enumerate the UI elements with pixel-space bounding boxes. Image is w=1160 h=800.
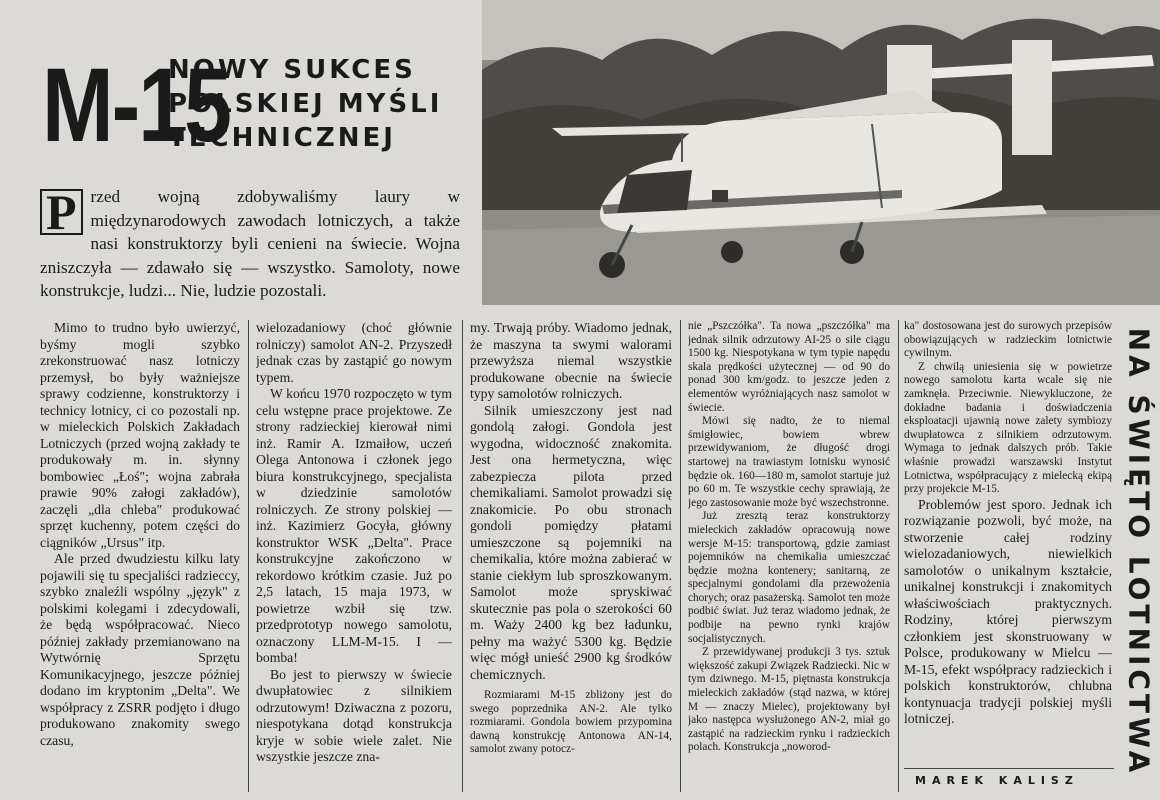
- column-4-paragraph-3: Już zresztą teraz konstruktorzy mieleckich zakładów opracowują nowe wersje M-15: transportową, gdzie zamiast pojemników na chemikalia umieszczać będzie można kontenery; sanitarną, ze specjalnymi gondolami dla przewożenia chorych; oraz pasażerską. Samolot ten może podbić świat. Już teraz wiadomo jednak, że podbije na pewno rynki krajów socjalistycznych.: [688, 510, 890, 645]
- drop-cap: P: [40, 189, 83, 235]
- headline-line-1: NOWY SUKCES: [168, 55, 416, 85]
- column-4-paragraph-4: Z przewidywanej produkcji 3 tys. sztuk większość zakupi Związek Radziecki. Nic w tym dziwnego. M-15, piętnasta konstrukcja mieleckich zakładów (stąd nazwa, w której M — znaczy Mielec), projektowany był jako następca wysłużonego AN-2, miał go zastąpić na radzieckim rynku i radzieckich polach. Konstrukcja „noworod-: [688, 646, 890, 754]
- article-header: [30, 45, 470, 165]
- airplane-illustration: [482, 0, 1160, 305]
- column-3-paragraph-2: Silnik umieszczony jest nad gondolą załogi. Gondola jest wygodna, widoczność znakomita. Jest ona hermetyczna, więc zabezpiecza pilota przed chemikaliami. Samolot prowadzi się znakomicie. Po obu stronach gondoli pomiędzy płatami umieszczone są pojemniki na chemikalia, które można zabierać w stanie ciekłym lub sproszkowanym. Samolot może spryskiwać skutecznie pas pola o szerokości 60 m. Waży 2400 kg bez ładunku, pełny ma ważyć 5300 kg. Będzie więc mógł unieść 2900 kg środków chemicznych.: [470, 402, 672, 682]
- article-column-4: [688, 320, 890, 795]
- column-4-paragraph-2: Mówi się nadto, że to niemal śmigłowiec, bowiem wbrew przewidywaniom, że długość drogi startowej na trawiastym lotnisku wynosić będzie ok. 160—180 m, samolot startuje już po 60 m. Te wszystkie cechy sprawiają, że jego zastosowanie może być wszechstronne.: [688, 415, 890, 509]
- headline-m15: M-15: [42, 46, 230, 165]
- column-1-paragraph-2: Ale przed dwudziestu kilku laty pojawili się tu specjaliści radzieccy, szybko znaleźli wspólny „język" z polskimi kolegami i zdecydowali, że będą współpracować. Nieco później zakłady przemianowano na Wytwórnię Sprzętu Komunikacyjnego, jeszcze później dodano im kryptonim „Delta". We współpracy z ZSRR podjęto i długo produkowano znakomity swego czasu,: [40, 551, 240, 748]
- vertical-section-title: [1118, 322, 1160, 782]
- column-2-paragraph-1: wielozadaniowy (choć głównie rolniczy) samolot AN-2. Przyszedł jednak czas by zastąpić go nowym typem.: [256, 320, 452, 385]
- column-divider-1: [248, 320, 249, 792]
- article-column-3: [470, 320, 672, 795]
- column-1-paragraph-1: Mimo to trudno było uwierzyć, byśmy mogli szybko zrekonstruować nasz lotniczy przemysł, bo były ważniejsze sprawy codzienne, konstruktorzy i technicy lotnicy, ci co pozostali np. w mieleckich Polskich Zakładach Lotniczych (przed wojną zakłady te produkowały m. in. słynny bombowiec „Łoś"; wojna zabrała prawie 90% załogi zakładów), zaczęli „dla chleba" produkować sprzęt kuchenny, potem części do ciągników „Ursus" itp.: [40, 320, 240, 550]
- column-5-paragraph-1: ka" dostosowana jest do surowych przepisów obowiązujących w radzieckim lotnictwie cywilnym.: [904, 320, 1112, 360]
- headline-line-3: TECHNICZNEJ: [168, 123, 396, 153]
- column-5-paragraph-2: Z chwilą uniesienia się w powietrze nowego samolotu karta wcale się nie zamknęła. Przeciwnie. Niewykluczone, że dokładne badania i doświadczenia eksploatacji ujawnią nowe zalety symbiozy dwupłatowca z silnikiem odrzutowym. Wymaga to jednak dalszych prób. Takie właśnie prowadzi warszawski Instytut Lotnictwa, współpracujący z mielecką ekipą przy projekcie M-15.: [904, 360, 1112, 496]
- author-byline: MAREK KALISZ: [915, 774, 1079, 787]
- column-divider-3: [680, 320, 681, 792]
- column-divider-4: [898, 320, 899, 792]
- airplane-photo: [482, 0, 1160, 305]
- vertical-title-text: NA ŚWIĘTO LOTNICTWA: [1122, 327, 1156, 777]
- intro-text: rzed wojną zdobywaliśmy laury w międzynarodowych zawodach lotniczych, a także nasi konstruktorzy byli cenieni na świecie. Wojna zniszczyła — zdawało się — wszystko. Samoloty, nowe konstrukcje, ludzi... Nie, ludzie pozostali.: [40, 187, 460, 300]
- column-2-paragraph-3: Bo jest to pierwszy w świecie dwupłatowiec z silnikiem odrzutowym! Dziwaczna z pozoru, niespotykana dotąd konstrukcja kryje w sobie wiele zalet. Nie wszystkie jeszcze zna-: [256, 666, 452, 764]
- author-rule: [904, 768, 1114, 769]
- headline-line-2: POLSKIEJ MYŚLI: [168, 89, 443, 119]
- column-5-paragraph-3: Problemów jest sporo. Jednak ich rozwiązanie pozwoli, być może, na stworzenie całej rodziny wielozadaniowych, niewielkich samolotów o unikalnym kształcie, unikalnej konstrukcji i znakomitych właściwościach praktycznych. Rodziny, której pierwszym członkiem jest skonstruowany w Polsce, produkowany w Mielcu — M-15, efekt współpracy radzieckich i polskich konstruktorów, chlubna kontynuacja tradycji polskiej myśli lotniczej.: [904, 496, 1112, 727]
- column-divider-2: [462, 320, 463, 792]
- column-4-paragraph-1: nie „Pszczółka". Ta nowa „pszczółka" ma jednak silnik odrzutowy AI-25 o sile ciągu 1500 kg. Niespotykana w tym typie napędu skala prędkości użytecznej — od 90 do ponad 300 km/godz. to jeszcze jeden z elementów wyróżniających nasz samolot w świecie.: [688, 320, 890, 414]
- article-column-2: [256, 320, 452, 795]
- column-3-paragraph-1: my. Trwają próby. Wiadomo jednak, że maszyna ta swymi walorami przewyższa niemal wszystkie produkowane obecnie na świecie typy samolotów rolniczych.: [470, 320, 672, 401]
- column-2-paragraph-2: W końcu 1970 rozpoczęto w tym celu wstępne prace projektowe. Ze strony radzieckiej kierował nimi inż. Ramir A. Izmaiłow, uczeń Olega Antonowa i członek jego biura konstrukcyjnego, specjalista w dziedzinie samolotów rolniczych. Ze strony polskiej — inż. Kazimierz Gocyła, główny konstruktor WSK „Delta". Prace konstrukcyjne zakończono w rekordowo krótkim czasie. Już po 2,5 latach, 15 maja 1973, w powietrze wzbił się tzw. przedprototyp nowego samolotu, oznaczony LLM-M-15. I — bomba!: [256, 386, 452, 665]
- column-3-paragraph-3: Rozmiarami M-15 zbliżony jest do swego poprzednika AN-2. Ale tylko rozmiarami. Gondola bowiem przypomina dawną konstrukcję Antonowa AN-14, samolot zwany potocz-: [470, 689, 672, 756]
- article-column-1: [40, 320, 240, 795]
- article-column-5: [904, 320, 1112, 765]
- intro-paragraph: [40, 185, 460, 303]
